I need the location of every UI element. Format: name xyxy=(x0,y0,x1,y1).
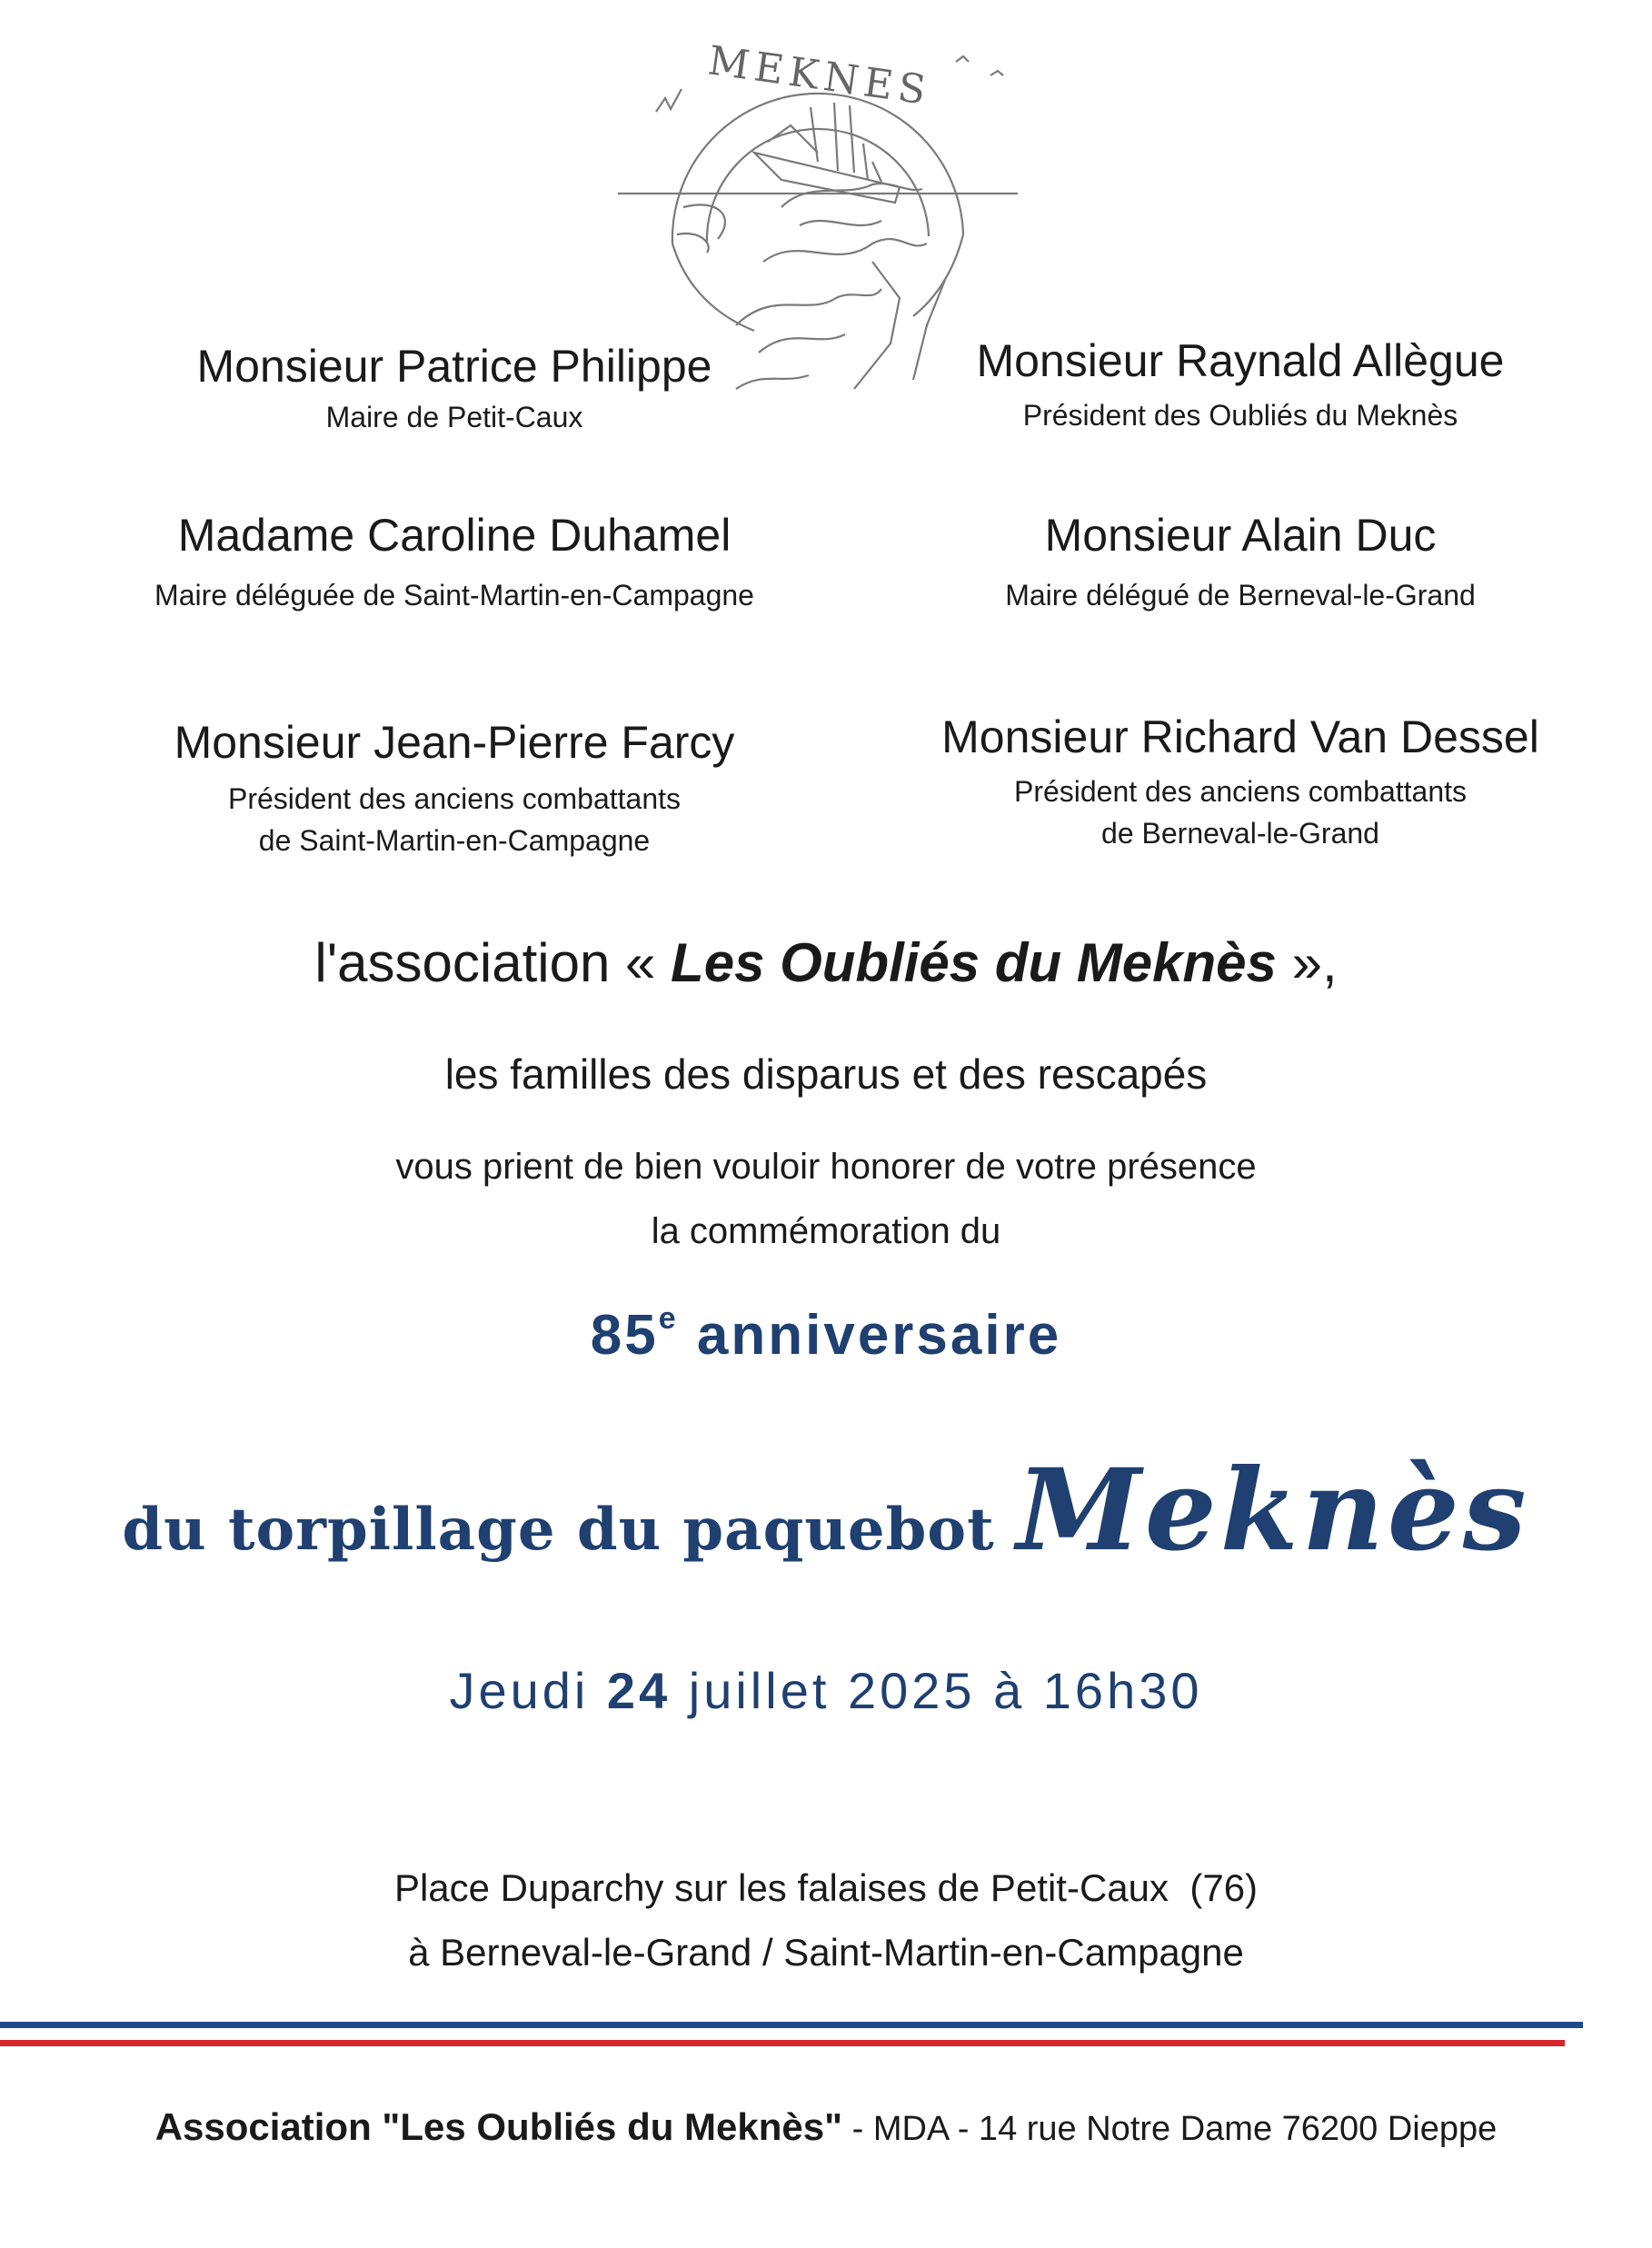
date-prefix: Jeudi xyxy=(449,1662,607,1719)
ship-name: Meknès xyxy=(1016,1445,1530,1577)
torpillage-text: du torpillage du paquebot xyxy=(122,1496,995,1564)
invitee-role: Président des Oubliés du Meknès xyxy=(1022,399,1458,432)
invitee-4 xyxy=(845,512,1636,616)
invitee-role: Président des anciens combattants xyxy=(1013,775,1468,808)
invitee-role: Maire déléguée de Saint-Martin-en-Campagne xyxy=(154,579,754,612)
invitee-name: Madame Caroline Duhamel xyxy=(177,510,731,561)
invitee-5 xyxy=(55,717,854,861)
invitee-name: Monsieur Jean-Pierre Farcy xyxy=(174,717,735,768)
footer-address: - MDA - 14 rue Notre Dame 76200 Dieppe xyxy=(842,2110,1498,2148)
footer-association: Association "Les Oubliés du Meknès" xyxy=(154,2105,843,2148)
association-suffix: », xyxy=(1276,932,1338,993)
footer xyxy=(0,2105,1652,2149)
familles-line: les familles des disparus et des rescapés xyxy=(444,1050,1208,1098)
invitee-6 xyxy=(845,711,1636,854)
association-prefix: l'association « xyxy=(314,932,672,993)
place-line-1: Place Duparchy sur les falaises de Petit-Caux (76) xyxy=(393,1866,1259,1909)
invitee-role: de Saint-Martin-en-Campagne xyxy=(258,824,651,857)
date-day: 24 xyxy=(606,1662,672,1719)
invitee-2 xyxy=(845,335,1636,436)
invitee-role: de Berneval-le-Grand xyxy=(1101,817,1379,850)
torpillage-heading xyxy=(0,1445,1652,1577)
invitee-name: Monsieur Alain Duc xyxy=(1044,510,1437,561)
anniversary-number: 85 xyxy=(590,1304,659,1367)
invitee-1 xyxy=(55,343,854,438)
association-name: Les Oubliés du Meknès xyxy=(671,932,1277,993)
commemoration-line: la commémoration du xyxy=(651,1211,1001,1251)
invitee-role: Maire délégué de Berneval-le-Grand xyxy=(1005,579,1476,612)
invitee-role: Maire de Petit-Caux xyxy=(325,401,583,433)
anniversary-heading xyxy=(0,1301,1652,1368)
divider-red xyxy=(0,2040,1565,2046)
prient-line: vous prient de bien vouloir honorer de votre présence xyxy=(395,1147,1257,1187)
invitee-name: Monsieur Raynald Allègue xyxy=(976,335,1505,386)
anniversary-sup: e xyxy=(658,1301,679,1336)
event-date xyxy=(0,1661,1652,1720)
invitee-name: Monsieur Patrice Philippe xyxy=(196,341,712,392)
association-line xyxy=(0,931,1652,994)
divider-blue xyxy=(0,2022,1583,2028)
svg-text:MEKNES: MEKNES xyxy=(705,37,934,115)
invitee-name: Monsieur Richard Van Dessel xyxy=(941,711,1539,762)
invitee-3 xyxy=(55,512,854,616)
date-suffix: juillet 2025 à 16h30 xyxy=(671,1662,1203,1719)
invitee-role: Président des anciens combattants xyxy=(227,782,682,815)
place-line-2: à Berneval-le-Grand / Saint-Martin-en-Campagne xyxy=(408,1931,1244,1974)
anniversary-word: anniversaire xyxy=(678,1304,1062,1367)
